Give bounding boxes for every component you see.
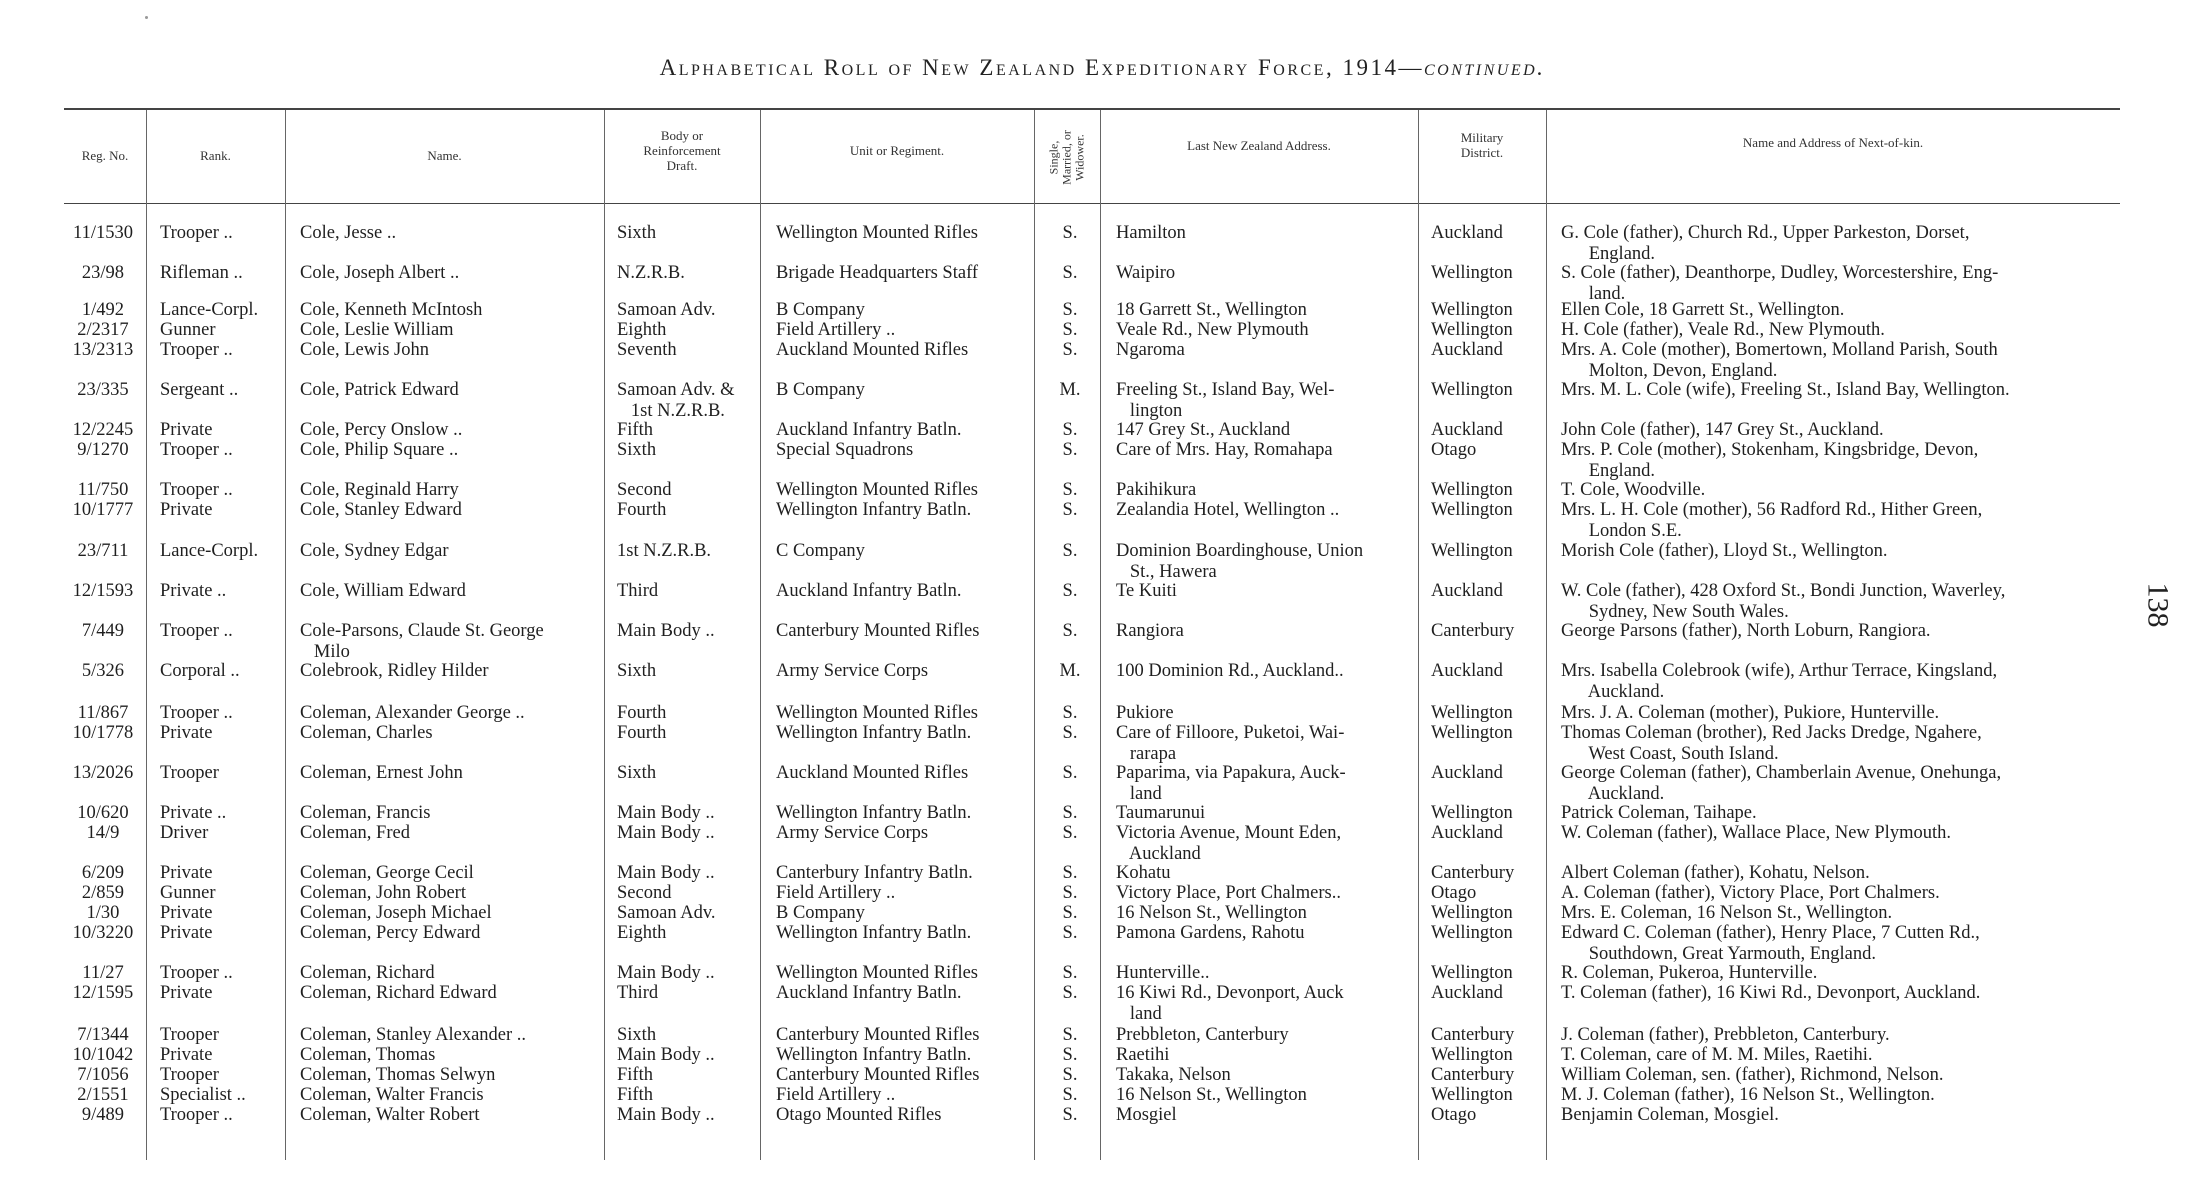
- reg-no-cell: 14/9: [86, 823, 120, 843]
- district-cell: Wellington: [1431, 923, 1513, 943]
- rank-cell: Trooper ..: [160, 963, 233, 983]
- status-cell: M.: [1059, 380, 1081, 400]
- name-cell: Cole, Jesse ..: [300, 223, 397, 243]
- rank-cell: Gunner: [160, 883, 216, 903]
- status-cell: S.: [1062, 500, 1078, 520]
- body-cell: Main Body ..: [617, 963, 715, 983]
- body-cell: Fifth: [617, 1085, 653, 1105]
- address-cell: Takaka, Nelson: [1116, 1065, 1231, 1085]
- unit-cell: Wellington Mounted Rifles: [776, 703, 978, 723]
- address-cell: Care of Mrs. Hay, Romahapa: [1116, 440, 1333, 460]
- name-cell: Cole, Philip Square ..: [300, 440, 459, 460]
- district-cell: Canterbury: [1431, 1025, 1515, 1045]
- body-cell: Fifth: [617, 420, 653, 440]
- reg-no-cell: 13/2026: [72, 763, 134, 783]
- unit-cell: Wellington Infantry Batln.: [776, 500, 972, 520]
- district-cell: Auckland: [1431, 420, 1503, 440]
- rank-cell: Private: [160, 1045, 213, 1065]
- body-cell: Samoan Adv.: [617, 300, 716, 320]
- unit-cell: Auckland Infantry Batln.: [776, 581, 962, 601]
- rank-cell: Trooper ..: [160, 703, 233, 723]
- name-cell: Cole, Leslie William: [300, 320, 454, 340]
- header-body-line: Draft.: [666, 158, 698, 173]
- header-unit: Unit or Regiment.: [849, 143, 945, 158]
- rank-cell: Trooper ..: [160, 223, 233, 243]
- unit-cell: Auckland Mounted Rifles: [776, 763, 969, 783]
- body-cell: Second: [617, 883, 672, 903]
- unit-cell: Army Service Corps: [776, 661, 929, 681]
- name-cell: Coleman, Francis: [300, 803, 431, 823]
- status-cell: S.: [1062, 1025, 1078, 1045]
- header-district-line: District.: [1460, 145, 1504, 160]
- name-cell: Coleman, Fred: [300, 823, 410, 843]
- status-cell: S.: [1062, 1045, 1078, 1065]
- address-cell: Pamona Gardens, Rahotu: [1116, 923, 1305, 943]
- rank-cell: Driver: [160, 823, 209, 843]
- district-cell: Otago: [1431, 1105, 1477, 1125]
- rank-cell: Private: [160, 903, 213, 923]
- district-cell: Wellington: [1431, 263, 1513, 283]
- name-cell: Coleman, Percy Edward: [300, 923, 481, 943]
- status-cell: S.: [1062, 1085, 1078, 1105]
- rank-cell: Sergeant ..: [160, 380, 239, 400]
- reg-no-cell: 10/1042: [72, 1045, 134, 1065]
- kin-cell: Morish Cole (father), Lloyd St., Wellington.: [1561, 541, 1888, 561]
- body-cell: Main Body ..: [617, 621, 715, 641]
- status-cell: S.: [1062, 340, 1078, 360]
- kin-cell: H. Cole (father), Veale Rd., New Plymouth.: [1561, 320, 1885, 340]
- name-cell: Coleman, Alexander George ..: [300, 703, 525, 723]
- rank-cell: Trooper ..: [160, 621, 233, 641]
- district-cell: Auckland: [1431, 661, 1503, 681]
- name-cell: Cole, Percy Onslow ..: [300, 420, 463, 440]
- reg-no-cell: 2/1551: [77, 1085, 129, 1105]
- unit-cell: Otago Mounted Rifles: [776, 1105, 942, 1125]
- rank-cell: Private ..: [160, 581, 227, 601]
- district-cell: Wellington: [1431, 1045, 1513, 1065]
- rank-cell: Private: [160, 923, 213, 943]
- address-cell: Ngaroma: [1116, 340, 1185, 360]
- body-cell: Sixth: [617, 1025, 657, 1045]
- address-cell: 16 Nelson St., Wellington: [1116, 903, 1307, 923]
- name-cell: Cole, Stanley Edward: [300, 500, 462, 520]
- body-cell: Samoan Adv.: [617, 903, 716, 923]
- status-cell: S.: [1062, 863, 1078, 883]
- rank-cell: Gunner: [160, 320, 216, 340]
- body-cell: Eighth: [617, 923, 667, 943]
- name-cell: Coleman, George Cecil: [300, 863, 474, 883]
- reg-no-cell: 13/2313: [72, 340, 134, 360]
- name-cell: Cole, William Edward: [300, 581, 466, 601]
- status-cell: S.: [1062, 440, 1078, 460]
- unit-cell: Auckland Mounted Rifles: [776, 340, 969, 360]
- kin-cell: J. Coleman (father), Prebbleton, Canterbury.: [1561, 1025, 1890, 1045]
- body-cell: Samoan Adv. & 1st N.Z.R.B.: [617, 380, 735, 421]
- kin-cell: John Cole (father), 147 Grey St., Auckland.: [1561, 420, 1884, 440]
- name-cell: Cole, Lewis John: [300, 340, 429, 360]
- unit-cell: B Company: [776, 380, 865, 400]
- status-cell: S.: [1062, 823, 1078, 843]
- unit-cell: Army Service Corps: [776, 823, 929, 843]
- unit-cell: Special Squadrons: [776, 440, 914, 460]
- body-cell: Sixth: [617, 223, 657, 243]
- name-cell: Coleman, John Robert: [300, 883, 466, 903]
- name-cell: Coleman, Richard: [300, 963, 435, 983]
- body-cell: Main Body ..: [617, 823, 715, 843]
- unit-cell: Wellington Mounted Rifles: [776, 223, 978, 243]
- rank-cell: Private: [160, 863, 213, 883]
- district-cell: Otago: [1431, 440, 1477, 460]
- rank-cell: Trooper ..: [160, 440, 233, 460]
- name-cell: Cole, Reginald Harry: [300, 480, 459, 500]
- address-cell: Zealandia Hotel, Wellington ..: [1116, 500, 1340, 520]
- kin-cell: Benjamin Coleman, Mosgiel.: [1561, 1105, 1779, 1125]
- address-cell: 18 Garrett St., Wellington: [1116, 300, 1307, 320]
- status-cell: S.: [1062, 223, 1078, 243]
- district-cell: Auckland: [1431, 340, 1503, 360]
- status-cell: S.: [1062, 723, 1078, 743]
- unit-cell: Field Artillery ..: [776, 320, 896, 340]
- status-cell: S.: [1062, 621, 1078, 641]
- kin-cell: George Coleman (father), Chamberlain Avenue, Onehunga, Auckland.: [1561, 763, 2002, 804]
- header-status-line: Single,: [1046, 140, 1061, 175]
- district-cell: Canterbury: [1431, 621, 1515, 641]
- reg-no-cell: 10/1778: [72, 723, 134, 743]
- district-cell: Auckland: [1431, 223, 1503, 243]
- address-cell: Waipiro: [1116, 263, 1176, 283]
- district-cell: Wellington: [1431, 380, 1513, 400]
- body-cell: Sixth: [617, 661, 657, 681]
- address-cell: Prebbleton, Canterbury: [1116, 1025, 1289, 1045]
- unit-cell: Auckland Infantry Batln.: [776, 420, 962, 440]
- name-cell: Coleman, Walter Robert: [300, 1105, 480, 1125]
- header-body: [604, 128, 760, 173]
- status-cell: S.: [1062, 1065, 1078, 1085]
- status-cell: S.: [1062, 923, 1078, 943]
- address-cell: Care of Filloore, Puketoi, Wai- rarapa: [1116, 723, 1345, 764]
- district-cell: Wellington: [1431, 723, 1513, 743]
- status-cell: S.: [1062, 581, 1078, 601]
- address-cell: Hamilton: [1116, 223, 1186, 243]
- reg-no-cell: 12/2245: [72, 420, 134, 440]
- district-cell: Wellington: [1431, 480, 1513, 500]
- unit-cell: Canterbury Infantry Batln.: [776, 863, 973, 883]
- rank-cell: Specialist ..: [160, 1085, 246, 1105]
- address-cell: Rangiora: [1116, 621, 1184, 641]
- address-cell: Freeling St., Island Bay, Wel- lington: [1116, 380, 1335, 421]
- header-address: Last New Zealand Address.: [1187, 138, 1331, 153]
- body-cell: Fifth: [617, 1065, 653, 1085]
- district-cell: Auckland: [1431, 823, 1503, 843]
- reg-no-cell: 6/209: [81, 863, 125, 883]
- name-cell: Cole-Parsons, Claude St. George Milo: [300, 621, 544, 662]
- rank-cell: Private: [160, 983, 213, 1003]
- header-reg-no: Reg. No.: [81, 148, 129, 163]
- unit-cell: Field Artillery ..: [776, 1085, 896, 1105]
- reg-no-cell: 10/3220: [72, 923, 134, 943]
- body-cell: Main Body ..: [617, 1045, 715, 1065]
- kin-cell: G. Cole (father), Church Rd., Upper Parkeston, Dorset, England.: [1561, 223, 1970, 264]
- kin-cell: M. J. Coleman (father), 16 Nelson St., Wellington.: [1561, 1085, 1935, 1105]
- body-cell: 1st N.Z.R.B.: [617, 541, 712, 561]
- unit-cell: B Company: [776, 300, 865, 320]
- name-cell: Cole, Joseph Albert ..: [300, 263, 460, 283]
- rank-cell: Rifleman ..: [160, 263, 243, 283]
- table-row: [0, 1105, 2205, 1173]
- kin-cell: T. Cole, Woodville.: [1561, 480, 1706, 500]
- kin-cell: Mrs. P. Cole (mother), Stokenham, Kingsbridge, Devon, England.: [1561, 440, 1979, 481]
- header-district-line: Military: [1460, 130, 1504, 145]
- address-cell: 16 Nelson St., Wellington: [1116, 1085, 1307, 1105]
- reg-no-cell: 9/1270: [77, 440, 129, 460]
- district-cell: Auckland: [1431, 581, 1503, 601]
- unit-cell: Wellington Mounted Rifles: [776, 963, 978, 983]
- kin-cell: A. Coleman (father), Victory Place, Port Chalmers.: [1561, 883, 1940, 903]
- header-status-line: Widower.: [1072, 134, 1087, 181]
- rank-cell: Trooper: [160, 1065, 219, 1085]
- name-cell: Coleman, Walter Francis: [300, 1085, 484, 1105]
- rank-cell: Trooper ..: [160, 1105, 233, 1125]
- address-cell: Paparima, via Papakura, Auck- land: [1116, 763, 1346, 804]
- kin-cell: Patrick Coleman, Taihape.: [1561, 803, 1757, 823]
- status-cell: S.: [1062, 541, 1078, 561]
- kin-cell: Mrs. A. Cole (mother), Bomertown, Molland Parish, South Molton, Devon, England.: [1561, 340, 1998, 381]
- header-status: [1048, 103, 1087, 213]
- kin-cell: Mrs. Isabella Colebrook (wife), Arthur Terrace, Kingsland, Auckland.: [1561, 661, 1998, 702]
- reg-no-cell: 5/326: [81, 661, 125, 681]
- kin-cell: W. Cole (father), 428 Oxford St., Bondi Junction, Waverley, Sydney, New South Wales.: [1561, 581, 2006, 622]
- reg-no-cell: 11/867: [77, 703, 129, 723]
- address-cell: Dominion Boardinghouse, Union St., Hawera: [1116, 541, 1364, 582]
- reg-no-cell: 12/1593: [72, 581, 134, 601]
- district-cell: Canterbury: [1431, 863, 1515, 883]
- page-number: 138: [2141, 582, 2175, 628]
- rank-cell: Private: [160, 420, 213, 440]
- unit-cell: Wellington Infantry Batln.: [776, 1045, 972, 1065]
- rank-cell: Trooper ..: [160, 340, 233, 360]
- body-cell: Fourth: [617, 500, 667, 520]
- page-title-suffix: continued.: [1423, 55, 1546, 80]
- district-cell: Wellington: [1431, 703, 1513, 723]
- body-cell: Eighth: [617, 320, 667, 340]
- body-cell: Third: [617, 983, 659, 1003]
- address-cell: Mosgiel: [1116, 1105, 1177, 1125]
- kin-cell: Mrs. J. A. Coleman (mother), Pukiore, Hunterville.: [1561, 703, 1940, 723]
- district-cell: Auckland: [1431, 763, 1503, 783]
- address-cell: Pakihikura: [1116, 480, 1197, 500]
- district-cell: Wellington: [1431, 300, 1513, 320]
- kin-cell: Ellen Cole, 18 Garrett St., Wellington.: [1561, 300, 1845, 320]
- address-cell: 100 Dominion Rd., Auckland..: [1116, 661, 1344, 681]
- status-cell: S.: [1062, 903, 1078, 923]
- district-cell: Auckland: [1431, 983, 1503, 1003]
- header-kin: Name and Address of Next-of-kin.: [1742, 135, 1924, 150]
- address-cell: Victory Place, Port Chalmers..: [1116, 883, 1341, 903]
- rank-cell: Private: [160, 500, 213, 520]
- top-rule: [64, 108, 2120, 110]
- kin-cell: William Coleman, sen. (father), Richmond, Nelson.: [1561, 1065, 1944, 1085]
- name-cell: Coleman, Thomas Selwyn: [300, 1065, 496, 1085]
- name-cell: Coleman, Charles: [300, 723, 433, 743]
- kin-cell: T. Coleman (father), 16 Kiwi Rd., Devonport, Auckland.: [1561, 983, 1981, 1003]
- status-cell: S.: [1062, 963, 1078, 983]
- district-cell: Wellington: [1431, 1085, 1513, 1105]
- reg-no-cell: 2/859: [81, 883, 125, 903]
- header-name: Name.: [427, 148, 462, 163]
- reg-no-cell: 11/27: [82, 963, 124, 983]
- kin-cell: Albert Coleman (father), Kohatu, Nelson.: [1561, 863, 1870, 883]
- unit-cell: Canterbury Mounted Rifles: [776, 1065, 980, 1085]
- address-cell: Pukiore: [1116, 703, 1174, 723]
- reg-no-cell: 1/30: [86, 903, 120, 923]
- unit-cell: Wellington Infantry Batln.: [776, 723, 972, 743]
- address-cell: Veale Rd., New Plymouth: [1116, 320, 1309, 340]
- kin-cell: Mrs. E. Coleman, 16 Nelson St., Wellington.: [1561, 903, 1893, 923]
- district-cell: Wellington: [1431, 541, 1513, 561]
- kin-cell: T. Coleman, care of M. M. Miles, Raetihi.: [1561, 1045, 1873, 1065]
- unit-cell: C Company: [776, 541, 865, 561]
- reg-no-cell: 7/1344: [77, 1025, 129, 1045]
- unit-cell: Wellington Infantry Batln.: [776, 803, 972, 823]
- name-cell: Cole, Sydney Edgar: [300, 541, 449, 561]
- name-cell: Cole, Kenneth McIntosh: [300, 300, 483, 320]
- status-cell: M.: [1059, 661, 1081, 681]
- body-cell: N.Z.R.B.: [617, 263, 685, 283]
- header-status-line: Married, or: [1059, 130, 1074, 185]
- reg-no-cell: 10/1777: [72, 500, 134, 520]
- rank-cell: Corporal ..: [160, 661, 240, 681]
- district-cell: Wellington: [1431, 803, 1513, 823]
- header-rank: Rank.: [200, 148, 231, 163]
- body-cell: Main Body ..: [617, 803, 715, 823]
- status-cell: S.: [1062, 983, 1078, 1003]
- name-cell: Coleman, Thomas: [300, 1045, 436, 1065]
- kin-cell: S. Cole (father), Deanthorpe, Dudley, Worcestershire, Eng- land.: [1561, 263, 1999, 304]
- body-cell: Seventh: [617, 340, 677, 360]
- reg-no-cell: 23/335: [77, 380, 129, 400]
- unit-cell: Brigade Headquarters Staff: [776, 263, 979, 283]
- unit-cell: Wellington Mounted Rifles: [776, 480, 978, 500]
- status-cell: S.: [1062, 480, 1078, 500]
- reg-no-cell: 2/2317: [77, 320, 129, 340]
- address-cell: Victoria Avenue, Mount Eden, Auckland: [1116, 823, 1342, 864]
- reg-no-cell: 10/620: [77, 803, 129, 823]
- body-cell: Fourth: [617, 723, 667, 743]
- address-cell: Te Kuiti: [1116, 581, 1177, 601]
- body-cell: Main Body ..: [617, 863, 715, 883]
- name-cell: Coleman, Richard Edward: [300, 983, 497, 1003]
- unit-cell: B Company: [776, 903, 865, 923]
- district-cell: Wellington: [1431, 320, 1513, 340]
- reg-no-cell: 11/750: [77, 480, 129, 500]
- header-district: [1418, 130, 1546, 160]
- name-cell: Colebrook, Ridley Hilder: [300, 661, 489, 681]
- unit-cell: Canterbury Mounted Rifles: [776, 1025, 980, 1045]
- unit-cell: Field Artillery ..: [776, 883, 896, 903]
- name-cell: Coleman, Ernest John: [300, 763, 463, 783]
- name-cell: Cole, Patrick Edward: [300, 380, 459, 400]
- rank-cell: Trooper: [160, 763, 219, 783]
- body-cell: Fourth: [617, 703, 667, 723]
- body-cell: Sixth: [617, 763, 657, 783]
- name-cell: Coleman, Joseph Michael: [300, 903, 492, 923]
- district-cell: Wellington: [1431, 903, 1513, 923]
- district-cell: Canterbury: [1431, 1065, 1515, 1085]
- address-cell: 16 Kiwi Rd., Devonport, Auck land: [1116, 983, 1344, 1024]
- kin-cell: Mrs. L. H. Cole (mother), 56 Radford Rd., Hither Green, London S.E.: [1561, 500, 1983, 541]
- page-title-text: Alphabetical Roll of New Zealand Expeditionary Force, 1914—: [659, 55, 1424, 80]
- reg-no-cell: 23/711: [77, 541, 129, 561]
- body-cell: Third: [617, 581, 659, 601]
- kin-cell: Thomas Coleman (brother), Red Jacks Dredge, Ngahere, West Coast, South Island.: [1561, 723, 1982, 764]
- reg-no-cell: 7/1056: [77, 1065, 129, 1085]
- address-cell: Kohatu: [1116, 863, 1171, 883]
- kin-cell: R. Coleman, Pukeroa, Hunterville.: [1561, 963, 1818, 983]
- status-cell: S.: [1062, 803, 1078, 823]
- status-cell: S.: [1062, 763, 1078, 783]
- address-cell: 147 Grey St., Auckland: [1116, 420, 1291, 440]
- district-cell: Wellington: [1431, 963, 1513, 983]
- body-cell: Main Body ..: [617, 1105, 715, 1125]
- unit-cell: Canterbury Mounted Rifles: [776, 621, 980, 641]
- paper-speck: [145, 16, 148, 19]
- status-cell: S.: [1062, 883, 1078, 903]
- unit-cell: Auckland Infantry Batln.: [776, 983, 962, 1003]
- reg-no-cell: 7/449: [81, 621, 125, 641]
- reg-no-cell: 12/1595: [72, 983, 134, 1003]
- page-title: [0, 55, 2205, 81]
- status-cell: S.: [1062, 320, 1078, 340]
- kin-cell: Mrs. M. L. Cole (wife), Freeling St., Island Bay, Wellington.: [1561, 380, 2010, 400]
- kin-cell: W. Coleman (father), Wallace Place, New Plymouth.: [1561, 823, 1951, 843]
- rank-cell: Lance-Corpl.: [160, 541, 259, 561]
- body-cell: Sixth: [617, 440, 657, 460]
- kin-cell: Edward C. Coleman (father), Henry Place, 7 Cutten Rd., Southdown, Great Yarmouth, England.: [1561, 923, 1980, 964]
- header-body-line: Reinforcement: [643, 143, 721, 158]
- header-rule: [64, 203, 2120, 204]
- rank-cell: Lance-Corpl.: [160, 300, 259, 320]
- unit-cell: Wellington Infantry Batln.: [776, 923, 972, 943]
- reg-no-cell: 9/489: [81, 1105, 125, 1125]
- status-cell: S.: [1062, 420, 1078, 440]
- status-cell: S.: [1062, 263, 1078, 283]
- reg-no-cell: 11/1530: [73, 223, 133, 243]
- body-cell: Second: [617, 480, 672, 500]
- status-cell: S.: [1062, 1105, 1078, 1125]
- name-cell: Coleman, Stanley Alexander ..: [300, 1025, 527, 1045]
- address-cell: Taumarunui: [1116, 803, 1206, 823]
- district-cell: Wellington: [1431, 500, 1513, 520]
- rank-cell: Private ..: [160, 803, 227, 823]
- status-cell: S.: [1062, 300, 1078, 320]
- address-cell: Raetihi: [1116, 1045, 1170, 1065]
- rank-cell: Private: [160, 723, 213, 743]
- kin-cell: George Parsons (father), North Loburn, Rangiora.: [1561, 621, 1931, 641]
- header-body-line: Body or: [660, 128, 704, 143]
- rank-cell: Trooper: [160, 1025, 219, 1045]
- reg-no-cell: 1/492: [81, 300, 125, 320]
- rank-cell: Trooper ..: [160, 480, 233, 500]
- address-cell: Hunterville..: [1116, 963, 1210, 983]
- status-cell: S.: [1062, 703, 1078, 723]
- district-cell: Otago: [1431, 883, 1477, 903]
- reg-no-cell: 23/98: [81, 263, 125, 283]
